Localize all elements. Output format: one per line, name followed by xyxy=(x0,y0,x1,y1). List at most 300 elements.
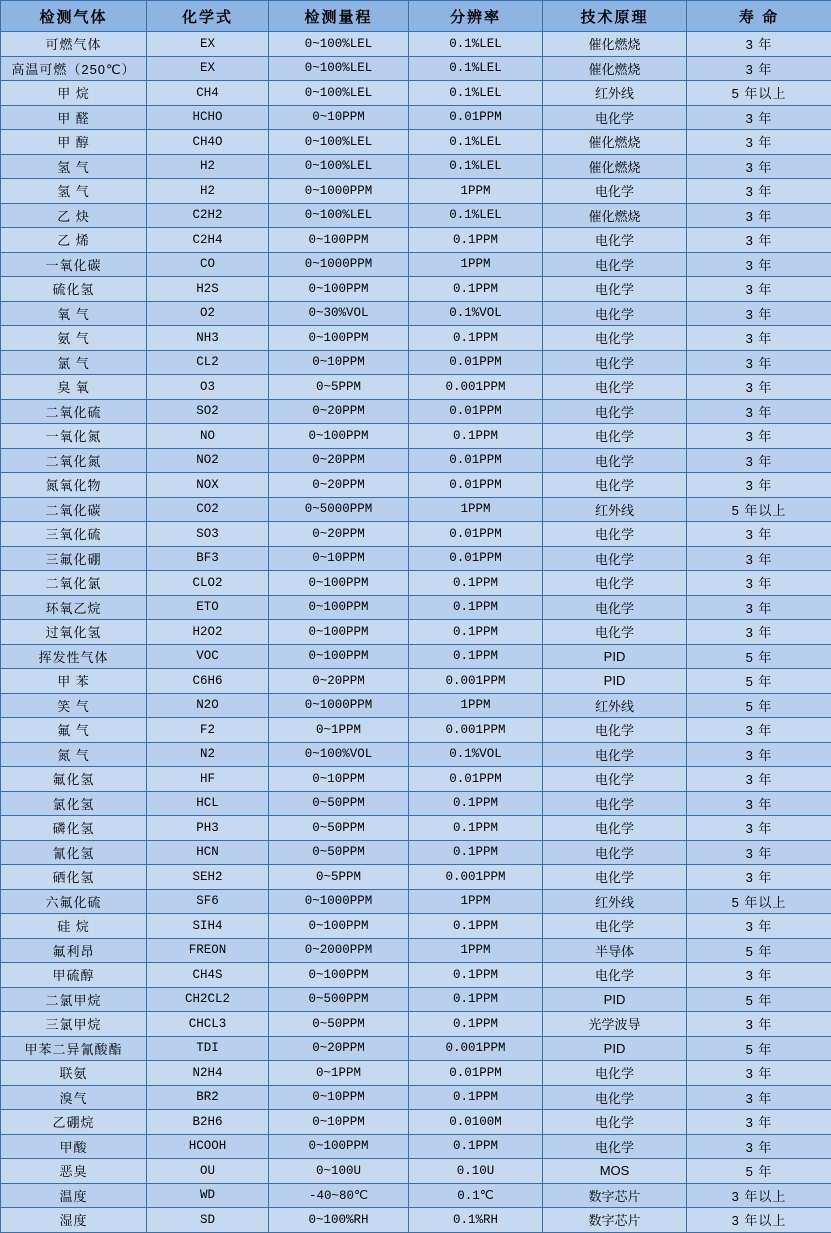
cell-range: 0~50PPM xyxy=(269,791,409,816)
cell-principle: 电化学 xyxy=(543,301,687,326)
table-row xyxy=(1,130,831,155)
cell-gas: 二氧化氮 xyxy=(1,448,147,473)
cell-principle: 电化学 xyxy=(543,228,687,253)
cell-lifetime: 5 年以上 xyxy=(687,889,831,914)
column-header-principle: 技术原理 xyxy=(543,1,687,32)
table-row xyxy=(1,1085,831,1110)
cell-formula: HF xyxy=(147,767,269,792)
table-row xyxy=(1,865,831,890)
cell-principle: 电化学 xyxy=(543,718,687,743)
cell-lifetime: 5 年 xyxy=(687,693,831,718)
cell-range: 0~2000PPM xyxy=(269,938,409,963)
cell-lifetime: 3 年 xyxy=(687,791,831,816)
cell-range: 0~10PPM xyxy=(269,767,409,792)
cell-resolution: 0.01PPM xyxy=(409,350,543,375)
cell-lifetime: 3 年 xyxy=(687,1061,831,1086)
cell-principle: 电化学 xyxy=(543,277,687,302)
cell-principle: 电化学 xyxy=(543,473,687,498)
cell-principle: 电化学 xyxy=(543,742,687,767)
table-row xyxy=(1,32,831,57)
cell-resolution: 0.1PPM xyxy=(409,1012,543,1037)
cell-gas: 甲 烷 xyxy=(1,81,147,106)
cell-gas: 环氧乙烷 xyxy=(1,595,147,620)
cell-range: 0~100%RH xyxy=(269,1208,409,1233)
cell-lifetime: 3 年 xyxy=(687,424,831,449)
table-row xyxy=(1,571,831,596)
cell-gas: 氮氧化物 xyxy=(1,473,147,498)
table-row xyxy=(1,81,831,106)
cell-resolution: 0.1℃ xyxy=(409,1183,543,1208)
cell-range: 0~100%LEL xyxy=(269,81,409,106)
table-row xyxy=(1,154,831,179)
cell-gas: 六氟化硫 xyxy=(1,889,147,914)
cell-formula: H2O2 xyxy=(147,620,269,645)
cell-range: 0~1000PPM xyxy=(269,889,409,914)
cell-lifetime: 3 年 xyxy=(687,448,831,473)
cell-range: 0~100PPM xyxy=(269,644,409,669)
cell-gas: 氢 气 xyxy=(1,154,147,179)
cell-gas: 乙 炔 xyxy=(1,203,147,228)
cell-range: 0~20PPM xyxy=(269,522,409,547)
cell-formula: NO2 xyxy=(147,448,269,473)
cell-formula: H2 xyxy=(147,154,269,179)
cell-lifetime: 3 年以上 xyxy=(687,1183,831,1208)
cell-gas: 硒化氢 xyxy=(1,865,147,890)
cell-formula: H2S xyxy=(147,277,269,302)
cell-resolution: 0.1PPM xyxy=(409,1085,543,1110)
table-row xyxy=(1,56,831,81)
cell-principle: 红外线 xyxy=(543,81,687,106)
cell-gas: 氢 气 xyxy=(1,179,147,204)
cell-gas: 联氨 xyxy=(1,1061,147,1086)
table-row xyxy=(1,669,831,694)
cell-formula: SO3 xyxy=(147,522,269,547)
cell-resolution: 0.10U xyxy=(409,1159,543,1184)
cell-lifetime: 3 年 xyxy=(687,1134,831,1159)
cell-principle: 光学波导 xyxy=(543,1012,687,1037)
table-row xyxy=(1,1183,831,1208)
cell-principle: 电化学 xyxy=(543,424,687,449)
cell-principle: 电化学 xyxy=(543,963,687,988)
cell-principle: 电化学 xyxy=(543,350,687,375)
cell-resolution: 1PPM xyxy=(409,497,543,522)
table-row xyxy=(1,399,831,424)
cell-gas: 二氯甲烷 xyxy=(1,987,147,1012)
cell-gas: 溴气 xyxy=(1,1085,147,1110)
cell-gas: 乙硼烷 xyxy=(1,1110,147,1135)
cell-lifetime: 3 年 xyxy=(687,154,831,179)
table-row xyxy=(1,424,831,449)
cell-formula: C2H2 xyxy=(147,203,269,228)
cell-range: 0~100PPM xyxy=(269,595,409,620)
cell-principle: 催化燃烧 xyxy=(543,56,687,81)
table-row xyxy=(1,497,831,522)
cell-range: 0~500PPM xyxy=(269,987,409,1012)
cell-resolution: 0.1%LEL xyxy=(409,32,543,57)
cell-formula: CL2 xyxy=(147,350,269,375)
cell-principle: 电化学 xyxy=(543,375,687,400)
cell-lifetime: 3 年 xyxy=(687,522,831,547)
cell-range: 0~20PPM xyxy=(269,473,409,498)
cell-formula: NOX xyxy=(147,473,269,498)
cell-lifetime: 3 年 xyxy=(687,1012,831,1037)
cell-gas: 三氟化硼 xyxy=(1,546,147,571)
cell-principle: 电化学 xyxy=(543,252,687,277)
table-row xyxy=(1,228,831,253)
cell-resolution: 0.1%LEL xyxy=(409,130,543,155)
cell-lifetime: 3 年 xyxy=(687,375,831,400)
cell-lifetime: 3 年 xyxy=(687,840,831,865)
cell-gas: 三氧化硫 xyxy=(1,522,147,547)
table-row xyxy=(1,1110,831,1135)
cell-lifetime: 3 年 xyxy=(687,56,831,81)
cell-lifetime: 3 年 xyxy=(687,742,831,767)
cell-principle: PID xyxy=(543,644,687,669)
cell-resolution: 0.01PPM xyxy=(409,546,543,571)
cell-lifetime: 3 年 xyxy=(687,914,831,939)
cell-resolution: 0.1PPM xyxy=(409,987,543,1012)
cell-gas: 硫化氢 xyxy=(1,277,147,302)
cell-resolution: 0.01PPM xyxy=(409,1061,543,1086)
table-header xyxy=(1,1,831,32)
cell-gas: 过氧化氢 xyxy=(1,620,147,645)
cell-principle: 电化学 xyxy=(543,546,687,571)
cell-range: 0~10PPM xyxy=(269,1110,409,1135)
cell-resolution: 0.001PPM xyxy=(409,718,543,743)
cell-range: 0~20PPM xyxy=(269,1036,409,1061)
cell-principle: 电化学 xyxy=(543,914,687,939)
cell-gas: 二氧化氯 xyxy=(1,571,147,596)
cell-principle: MOS xyxy=(543,1159,687,1184)
table-row xyxy=(1,889,831,914)
cell-principle: 电化学 xyxy=(543,620,687,645)
table-row xyxy=(1,252,831,277)
cell-principle: 电化学 xyxy=(543,595,687,620)
cell-gas: 氯 气 xyxy=(1,350,147,375)
cell-range: 0~10PPM xyxy=(269,1085,409,1110)
cell-lifetime: 5 年 xyxy=(687,987,831,1012)
cell-principle: 半导体 xyxy=(543,938,687,963)
cell-principle: 电化学 xyxy=(543,399,687,424)
cell-range: 0~5000PPM xyxy=(269,497,409,522)
cell-lifetime: 3 年 xyxy=(687,32,831,57)
cell-resolution: 0.0100M xyxy=(409,1110,543,1135)
cell-principle: 电化学 xyxy=(543,179,687,204)
cell-range: 0~100PPM xyxy=(269,914,409,939)
cell-formula: WD xyxy=(147,1183,269,1208)
cell-range: 0~100%LEL xyxy=(269,32,409,57)
cell-range: 0~30%VOL xyxy=(269,301,409,326)
cell-gas: 一氧化碳 xyxy=(1,252,147,277)
cell-range: 0~100%LEL xyxy=(269,154,409,179)
cell-formula: F2 xyxy=(147,718,269,743)
cell-resolution: 0.1PPM xyxy=(409,644,543,669)
cell-principle: 红外线 xyxy=(543,693,687,718)
cell-formula: CO2 xyxy=(147,497,269,522)
cell-resolution: 0.1PPM xyxy=(409,595,543,620)
cell-resolution: 0.01PPM xyxy=(409,105,543,130)
cell-resolution: 0.1PPM xyxy=(409,326,543,351)
cell-range: 0~100PPM xyxy=(269,963,409,988)
cell-formula: HCL xyxy=(147,791,269,816)
cell-formula: N2 xyxy=(147,742,269,767)
cell-gas: 甲硫醇 xyxy=(1,963,147,988)
column-header-formula: 化学式 xyxy=(147,1,269,32)
table-row xyxy=(1,546,831,571)
cell-resolution: 0.1PPM xyxy=(409,277,543,302)
cell-formula: C2H4 xyxy=(147,228,269,253)
cell-gas: 高温可燃（250℃） xyxy=(1,56,147,81)
cell-formula: B2H6 xyxy=(147,1110,269,1135)
cell-lifetime: 5 年 xyxy=(687,669,831,694)
cell-resolution: 0.1PPM xyxy=(409,228,543,253)
cell-formula: HCN xyxy=(147,840,269,865)
table-row xyxy=(1,595,831,620)
table-row xyxy=(1,840,831,865)
cell-formula: SD xyxy=(147,1208,269,1233)
cell-formula: C6H6 xyxy=(147,669,269,694)
table-row xyxy=(1,963,831,988)
cell-formula: NH3 xyxy=(147,326,269,351)
cell-resolution: 0.01PPM xyxy=(409,522,543,547)
cell-formula: O3 xyxy=(147,375,269,400)
cell-range: 0~100PPM xyxy=(269,277,409,302)
cell-principle: 电化学 xyxy=(543,448,687,473)
cell-range: 0~50PPM xyxy=(269,840,409,865)
cell-lifetime: 3 年 xyxy=(687,179,831,204)
table-row xyxy=(1,179,831,204)
cell-lifetime: 3 年 xyxy=(687,105,831,130)
table-row xyxy=(1,620,831,645)
table-row xyxy=(1,987,831,1012)
cell-range: 0~5PPM xyxy=(269,375,409,400)
cell-range: 0~100%LEL xyxy=(269,130,409,155)
cell-resolution: 0.1PPM xyxy=(409,963,543,988)
table-body xyxy=(1,32,831,1233)
cell-resolution: 0.1PPM xyxy=(409,424,543,449)
cell-resolution: 1PPM xyxy=(409,938,543,963)
cell-principle: 催化燃烧 xyxy=(543,203,687,228)
cell-gas: 甲 醇 xyxy=(1,130,147,155)
cell-formula: H2 xyxy=(147,179,269,204)
table-row xyxy=(1,742,831,767)
cell-principle: 催化燃烧 xyxy=(543,32,687,57)
cell-range: 0~100PPM xyxy=(269,620,409,645)
cell-range: 0~10PPM xyxy=(269,350,409,375)
cell-lifetime: 3 年 xyxy=(687,301,831,326)
cell-formula: OU xyxy=(147,1159,269,1184)
cell-formula: VOC xyxy=(147,644,269,669)
table-row xyxy=(1,448,831,473)
cell-range: 0~10PPM xyxy=(269,105,409,130)
cell-gas: 三氯甲烷 xyxy=(1,1012,147,1037)
cell-gas: 挥发性气体 xyxy=(1,644,147,669)
table-row xyxy=(1,718,831,743)
cell-formula: FREON xyxy=(147,938,269,963)
cell-resolution: 0.1%LEL xyxy=(409,81,543,106)
cell-range: -40~80℃ xyxy=(269,1183,409,1208)
cell-lifetime: 3 年 xyxy=(687,963,831,988)
table-row xyxy=(1,350,831,375)
table-row xyxy=(1,914,831,939)
table-row xyxy=(1,473,831,498)
cell-range: 0~100PPM xyxy=(269,424,409,449)
cell-gas: 甲苯二异氰酸酯 xyxy=(1,1036,147,1061)
cell-principle: 电化学 xyxy=(543,1061,687,1086)
table-row xyxy=(1,816,831,841)
cell-range: 0~100PPM xyxy=(269,571,409,596)
column-header-lifetime: 寿 命 xyxy=(687,1,831,32)
cell-gas: 氟 气 xyxy=(1,718,147,743)
cell-principle: PID xyxy=(543,987,687,1012)
cell-resolution: 0.1%RH xyxy=(409,1208,543,1233)
cell-gas: 可燃气体 xyxy=(1,32,147,57)
cell-lifetime: 5 年以上 xyxy=(687,497,831,522)
cell-formula: NO xyxy=(147,424,269,449)
cell-resolution: 0.001PPM xyxy=(409,669,543,694)
table-row xyxy=(1,693,831,718)
cell-principle: 电化学 xyxy=(543,522,687,547)
cell-resolution: 0.01PPM xyxy=(409,767,543,792)
cell-gas: 笑 气 xyxy=(1,693,147,718)
cell-resolution: 0.001PPM xyxy=(409,865,543,890)
cell-resolution: 0.01PPM xyxy=(409,399,543,424)
cell-gas: 甲 醛 xyxy=(1,105,147,130)
cell-lifetime: 3 年 xyxy=(687,130,831,155)
cell-formula: HCOOH xyxy=(147,1134,269,1159)
cell-formula: SEH2 xyxy=(147,865,269,890)
cell-formula: BF3 xyxy=(147,546,269,571)
cell-formula: CO xyxy=(147,252,269,277)
cell-gas: 湿度 xyxy=(1,1208,147,1233)
cell-formula: HCHO xyxy=(147,105,269,130)
cell-range: 0~100PPM xyxy=(269,228,409,253)
cell-gas: 氮 气 xyxy=(1,742,147,767)
cell-lifetime: 3 年 xyxy=(687,571,831,596)
cell-resolution: 0.1PPM xyxy=(409,840,543,865)
cell-lifetime: 3 年 xyxy=(687,1110,831,1135)
cell-resolution: 0.1PPM xyxy=(409,816,543,841)
cell-gas: 恶臭 xyxy=(1,1159,147,1184)
cell-resolution: 0.1PPM xyxy=(409,620,543,645)
cell-formula: CH4O xyxy=(147,130,269,155)
cell-resolution: 1PPM xyxy=(409,252,543,277)
cell-gas: 二氧化碳 xyxy=(1,497,147,522)
cell-formula: N2O xyxy=(147,693,269,718)
cell-principle: PID xyxy=(543,1036,687,1061)
cell-resolution: 0.1%LEL xyxy=(409,203,543,228)
cell-principle: 电化学 xyxy=(543,1110,687,1135)
table-row xyxy=(1,203,831,228)
cell-formula: CLO2 xyxy=(147,571,269,596)
cell-principle: 数字芯片 xyxy=(543,1183,687,1208)
cell-principle: 红外线 xyxy=(543,497,687,522)
cell-principle: 电化学 xyxy=(543,105,687,130)
table-row xyxy=(1,277,831,302)
column-header-gas: 检测气体 xyxy=(1,1,147,32)
cell-lifetime: 3 年 xyxy=(687,228,831,253)
cell-range: 0~100PPM xyxy=(269,326,409,351)
cell-principle: 电化学 xyxy=(543,865,687,890)
cell-range: 0~20PPM xyxy=(269,399,409,424)
cell-lifetime: 3 年 xyxy=(687,767,831,792)
table-row xyxy=(1,105,831,130)
table-row xyxy=(1,767,831,792)
cell-formula: CH4 xyxy=(147,81,269,106)
cell-gas: 臭 氧 xyxy=(1,375,147,400)
cell-gas: 二氧化硫 xyxy=(1,399,147,424)
cell-principle: 电化学 xyxy=(543,326,687,351)
cell-principle: 电化学 xyxy=(543,791,687,816)
table-row xyxy=(1,1036,831,1061)
table-row xyxy=(1,791,831,816)
cell-gas: 硅 烷 xyxy=(1,914,147,939)
cell-principle: 催化燃烧 xyxy=(543,130,687,155)
cell-gas: 氟利昂 xyxy=(1,938,147,963)
cell-resolution: 0.1PPM xyxy=(409,914,543,939)
cell-formula: BR2 xyxy=(147,1085,269,1110)
cell-formula: EX xyxy=(147,56,269,81)
column-header-range: 检测量程 xyxy=(269,1,409,32)
cell-formula: EX xyxy=(147,32,269,57)
cell-range: 0~10PPM xyxy=(269,546,409,571)
cell-resolution: 1PPM xyxy=(409,889,543,914)
cell-lifetime: 3 年 xyxy=(687,350,831,375)
cell-principle: 电化学 xyxy=(543,1134,687,1159)
table-row xyxy=(1,301,831,326)
table-row xyxy=(1,375,831,400)
cell-range: 0~100U xyxy=(269,1159,409,1184)
cell-formula: CH4S xyxy=(147,963,269,988)
cell-range: 0~50PPM xyxy=(269,816,409,841)
cell-principle: 电化学 xyxy=(543,571,687,596)
cell-formula: N2H4 xyxy=(147,1061,269,1086)
cell-lifetime: 5 年以上 xyxy=(687,81,831,106)
cell-range: 0~1000PPM xyxy=(269,179,409,204)
cell-resolution: 0.1%LEL xyxy=(409,56,543,81)
table-row xyxy=(1,1159,831,1184)
cell-lifetime: 3 年 xyxy=(687,546,831,571)
cell-gas: 氰化氢 xyxy=(1,840,147,865)
cell-resolution: 0.001PPM xyxy=(409,1036,543,1061)
cell-gas: 甲 苯 xyxy=(1,669,147,694)
cell-gas: 磷化氢 xyxy=(1,816,147,841)
table-row xyxy=(1,326,831,351)
cell-principle: 红外线 xyxy=(543,889,687,914)
cell-gas: 氨 气 xyxy=(1,326,147,351)
cell-lifetime: 3 年 xyxy=(687,1085,831,1110)
cell-range: 0~1PPM xyxy=(269,1061,409,1086)
cell-range: 0~5PPM xyxy=(269,865,409,890)
cell-principle: 电化学 xyxy=(543,816,687,841)
cell-formula: TDI xyxy=(147,1036,269,1061)
cell-gas: 乙 烯 xyxy=(1,228,147,253)
cell-resolution: 0.1PPM xyxy=(409,1134,543,1159)
cell-resolution: 1PPM xyxy=(409,179,543,204)
cell-range: 0~20PPM xyxy=(269,669,409,694)
cell-range: 0~1000PPM xyxy=(269,252,409,277)
cell-lifetime: 3 年 xyxy=(687,473,831,498)
cell-principle: 电化学 xyxy=(543,1085,687,1110)
cell-formula: SF6 xyxy=(147,889,269,914)
cell-principle: 催化燃烧 xyxy=(543,154,687,179)
cell-gas: 氧 气 xyxy=(1,301,147,326)
cell-resolution: 0.1PPM xyxy=(409,571,543,596)
cell-lifetime: 3 年 xyxy=(687,326,831,351)
table-row xyxy=(1,1134,831,1159)
cell-formula: SO2 xyxy=(147,399,269,424)
cell-resolution: 0.1PPM xyxy=(409,791,543,816)
